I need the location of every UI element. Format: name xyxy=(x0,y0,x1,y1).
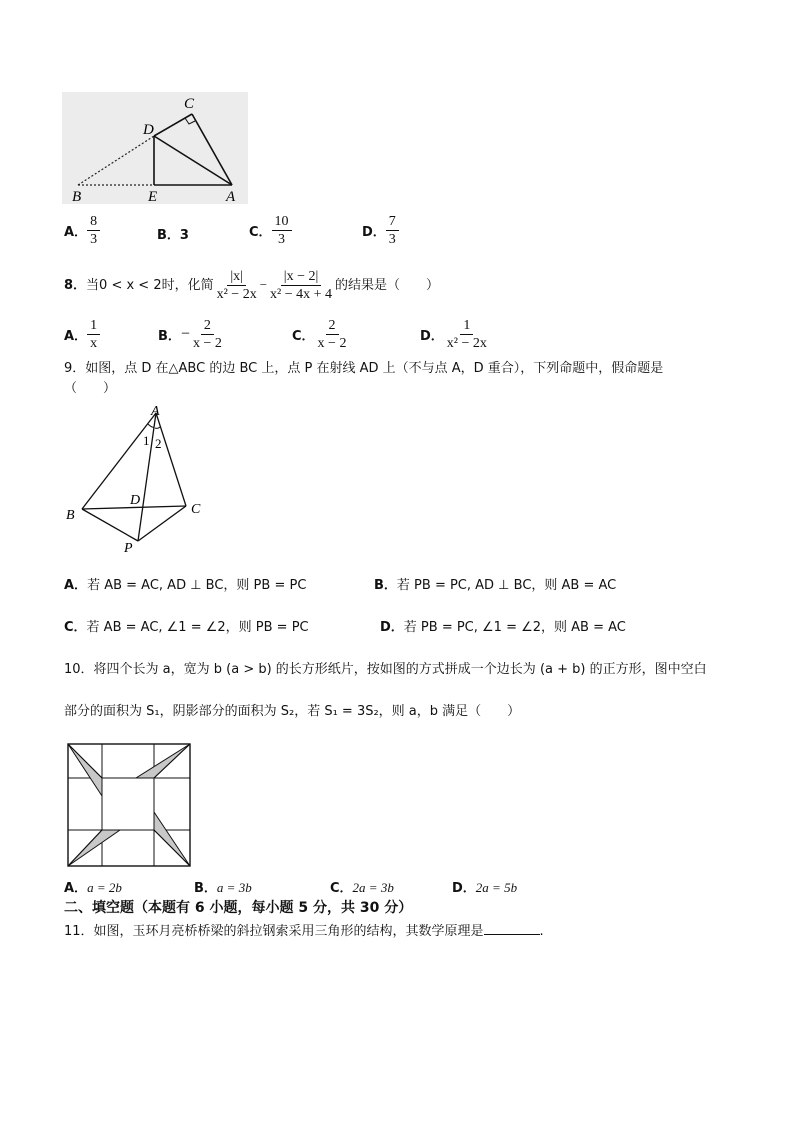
label-C: C xyxy=(184,96,195,112)
q11-text: 11．如图，玉环月亮桥桥梁的斜拉钢索采用三角形的结构，其数学原理是 xyxy=(64,924,484,939)
option-numerator: 7 xyxy=(386,214,399,231)
q9-option-b[interactable] xyxy=(374,577,616,595)
q11-end: . xyxy=(539,924,544,939)
q8-option-c[interactable] xyxy=(292,318,349,351)
q10-option-b[interactable] xyxy=(194,879,252,898)
q8-frac2-denominator: x² − 4x + 4 xyxy=(270,287,333,302)
option-denominator: 3 xyxy=(278,232,286,247)
question-10-line-2: 部分的面积为 S₁，阴影部分的面积为 S₂，若 S₁ = 3S₂，则 a，b 满足（ ） xyxy=(64,704,521,719)
q7-option-d[interactable] xyxy=(362,214,399,247)
figure-q10 xyxy=(66,742,194,870)
option-label: B． xyxy=(157,228,180,243)
option-text: a = 3b xyxy=(216,880,252,895)
figure-q9 xyxy=(62,402,212,554)
q8-minus: − xyxy=(259,277,268,292)
option-label: D． xyxy=(452,881,476,896)
option-label: A． xyxy=(64,225,88,240)
option-text: 2a = 5b xyxy=(475,880,518,895)
option-label: D． xyxy=(362,225,386,240)
q8-suffix: 的结果是（ ） xyxy=(335,278,440,293)
option-label: D． xyxy=(380,620,404,635)
option-text: a = 2b xyxy=(87,880,122,895)
label-E: E xyxy=(148,189,158,204)
option-label: D． xyxy=(420,329,444,344)
q10-option-c[interactable] xyxy=(330,879,394,898)
option-text: 若 AB = AC, ∠1 = ∠2，则 PB = PC xyxy=(86,620,309,635)
option-text: 2a = 3b xyxy=(352,880,394,895)
q8-option-d[interactable] xyxy=(420,318,490,351)
option-denominator: x − 2 xyxy=(192,336,222,351)
option-label: C． xyxy=(292,329,315,344)
question-10-line-1: 10．将四个长为 a，宽为 b (a > b) 的长方形纸片，按如图的方式拼成一个边长为 (a + b) 的正方形，图中空白 xyxy=(64,662,707,677)
option-numerator: 1 xyxy=(460,318,473,335)
label-B: B xyxy=(66,508,75,523)
q10-option-d[interactable] xyxy=(452,879,517,898)
option-denominator: x − 2 xyxy=(317,336,347,351)
question-9-line-1: 9．如图，点 D 在△ABC 的边 BC 上，点 P 在射线 AD 上（不与点 A，D 重合），下列命题中，假命题是 xyxy=(64,361,664,376)
q10-option-a[interactable] xyxy=(64,879,122,898)
question-number: 8． xyxy=(64,278,87,293)
q7-options xyxy=(64,214,494,254)
label-B: B xyxy=(72,189,82,204)
option-numerator: 8 xyxy=(87,214,100,231)
label-A: A xyxy=(151,404,160,419)
option-sign: − xyxy=(180,325,190,343)
option-text: 若 PB = PC, ∠1 = ∠2，则 AB = AC xyxy=(403,620,626,635)
option-label: C． xyxy=(249,225,272,240)
q8-option-a[interactable] xyxy=(64,318,100,351)
option-value: 3 xyxy=(179,228,189,243)
option-label: C． xyxy=(330,881,353,896)
q9-option-d[interactable] xyxy=(380,619,626,637)
label-D: D xyxy=(130,493,141,508)
option-label: C． xyxy=(64,620,87,635)
label-angle-2: 2 xyxy=(155,436,162,451)
option-denominator: x² − 2x xyxy=(446,336,487,351)
question-8 xyxy=(64,266,439,304)
label-C: C xyxy=(191,502,201,517)
option-text: 若 PB = PC, AD ⊥ BC，则 AB = AC xyxy=(396,578,617,593)
q8-prefix: 当0 < x < 2时，化简 xyxy=(86,278,214,293)
q9-option-c[interactable] xyxy=(64,619,309,637)
option-denominator: 3 xyxy=(388,232,396,247)
section-title: 二、填空题（本题有 6 小题，每小题 5 分，共 30 分） xyxy=(64,900,413,916)
q7-option-b[interactable] xyxy=(157,224,189,243)
q8-frac2-numerator: |x − 2| xyxy=(281,269,322,286)
option-label: A． xyxy=(64,329,88,344)
label-P: P xyxy=(124,541,133,554)
option-denominator: 3 xyxy=(90,232,98,247)
label-A: A xyxy=(226,189,236,204)
q9-option-a[interactable] xyxy=(64,577,306,595)
figure-q7 xyxy=(62,92,248,204)
option-label: A． xyxy=(64,881,88,896)
question-11 xyxy=(64,920,544,941)
question-9-line-2: （ ） xyxy=(64,381,117,396)
option-numerator: 1 xyxy=(87,318,100,335)
q8-frac1-numerator: |x| xyxy=(227,269,246,286)
label-D: D xyxy=(143,122,154,138)
option-label: B． xyxy=(374,578,397,593)
q7-option-a[interactable] xyxy=(64,214,100,247)
option-numerator: 2 xyxy=(201,318,214,335)
answer-blank[interactable] xyxy=(484,920,540,935)
option-label: A． xyxy=(64,578,88,593)
q7-option-c[interactable] xyxy=(249,214,292,247)
option-denominator: x xyxy=(90,336,98,351)
option-text: 若 AB = AC, AD ⊥ BC，则 PB = PC xyxy=(87,578,307,593)
option-label: B． xyxy=(158,329,181,344)
q8-frac1-denominator: x² − 2x xyxy=(216,287,257,302)
option-numerator: 2 xyxy=(326,318,339,335)
option-label: B． xyxy=(194,881,217,896)
q8-options xyxy=(64,318,524,358)
label-angle-1: 1 xyxy=(143,433,150,448)
option-numerator: 10 xyxy=(272,214,292,231)
q8-option-b[interactable] xyxy=(158,318,225,351)
